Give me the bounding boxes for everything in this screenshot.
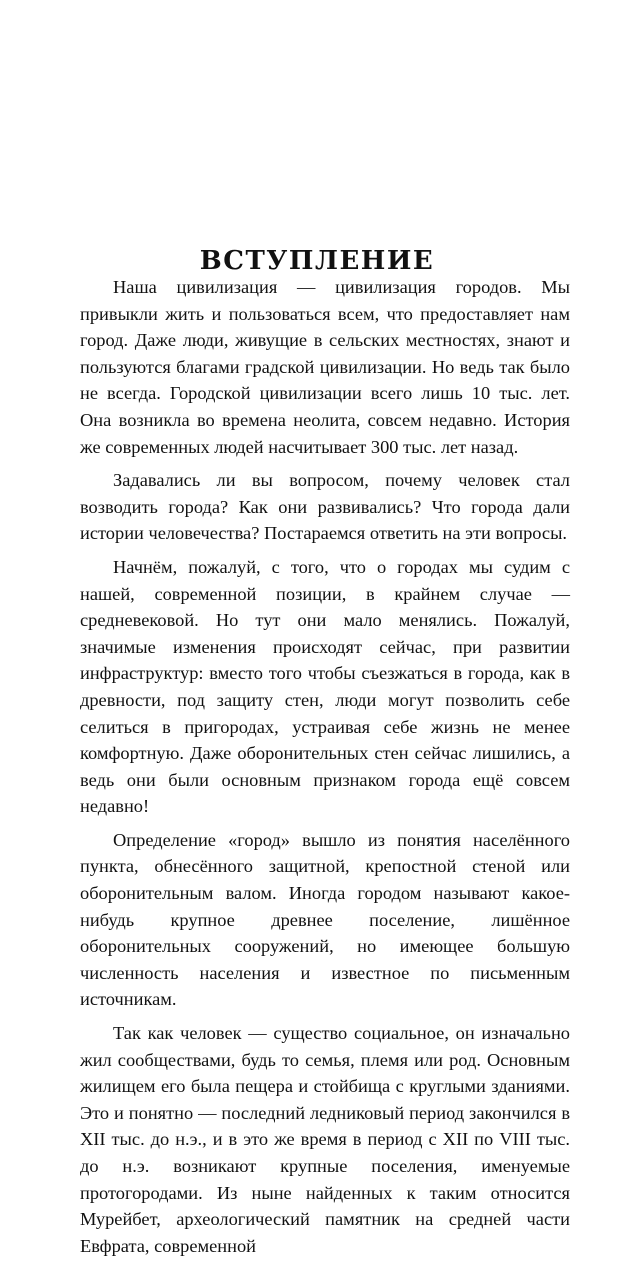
paragraph: Определение «город» вышло из понятия населённого пункта, обнесённого защитной, крепостной стеной или оборонительным валом. Иногда городом называют какое-нибудь крупное древнее поселение, лишённое оборонительных сооружений, но имеющее большую численность населения и известное по письменным источникам. bbox=[80, 829, 570, 1010]
paragraph: Задавались ли вы вопросом, почему человек стал возводить города? Как они развивались? Что города дали истории человечества? Постараемся ответить на эти вопросы. bbox=[80, 470, 570, 544]
chapter-title: ВСТУПЛЕНИЕ bbox=[199, 246, 435, 277]
paragraph: Наша цивилизация — цивилизация городов. Мы привыкли жить и пользоваться всем, что предоставляет нам город. Даже люди, живущие в сельских местностях, знают и пользуются благами градской цивилизации. Но ведь так было не всегда. Городской цивилизации всего лишь 10 тыс. лет. Она возникла во времена неолита, совсем недавно. История же современных людей насчитывает 300 тыс. лет назад. bbox=[80, 277, 570, 457]
paragraph: Начнём, пожалуй, с того, что о городах мы судим с нашей, современной позиции, в крайнем случае — средневековой. Но тут они мало менялись. Пожалуй, значимые изменения происходят сейчас, при развитии инфраструктур: вместо того чтобы съезжаться в города, как в древности, под защиту стен, люди могут позволить себе селиться в пригородах, устраивая себе жизнь не менее комфортную. Даже оборонительных стен сейчас лишились, а ведь они были основным признаком города ещё совсем недавно! bbox=[80, 556, 570, 817]
chapter-body bbox=[80, 274, 570, 1266]
paragraph: Так как человек — существо социальное, он изначально жил сообществами, будь то семья, племя или род. Основным жилищем его была пещера и стойбища с круглыми зданиями. Это и понятно — последний ледниковый период закончился в XII тыс. до н.э., и в это же время в период с XII по VIII тыс. до н.э. возникают крупные поселения, именуемые протогородами. Из ныне найденных к таким относится Мурейбет, археологический памятник на средней части Евфрата, современной bbox=[80, 1023, 570, 1256]
